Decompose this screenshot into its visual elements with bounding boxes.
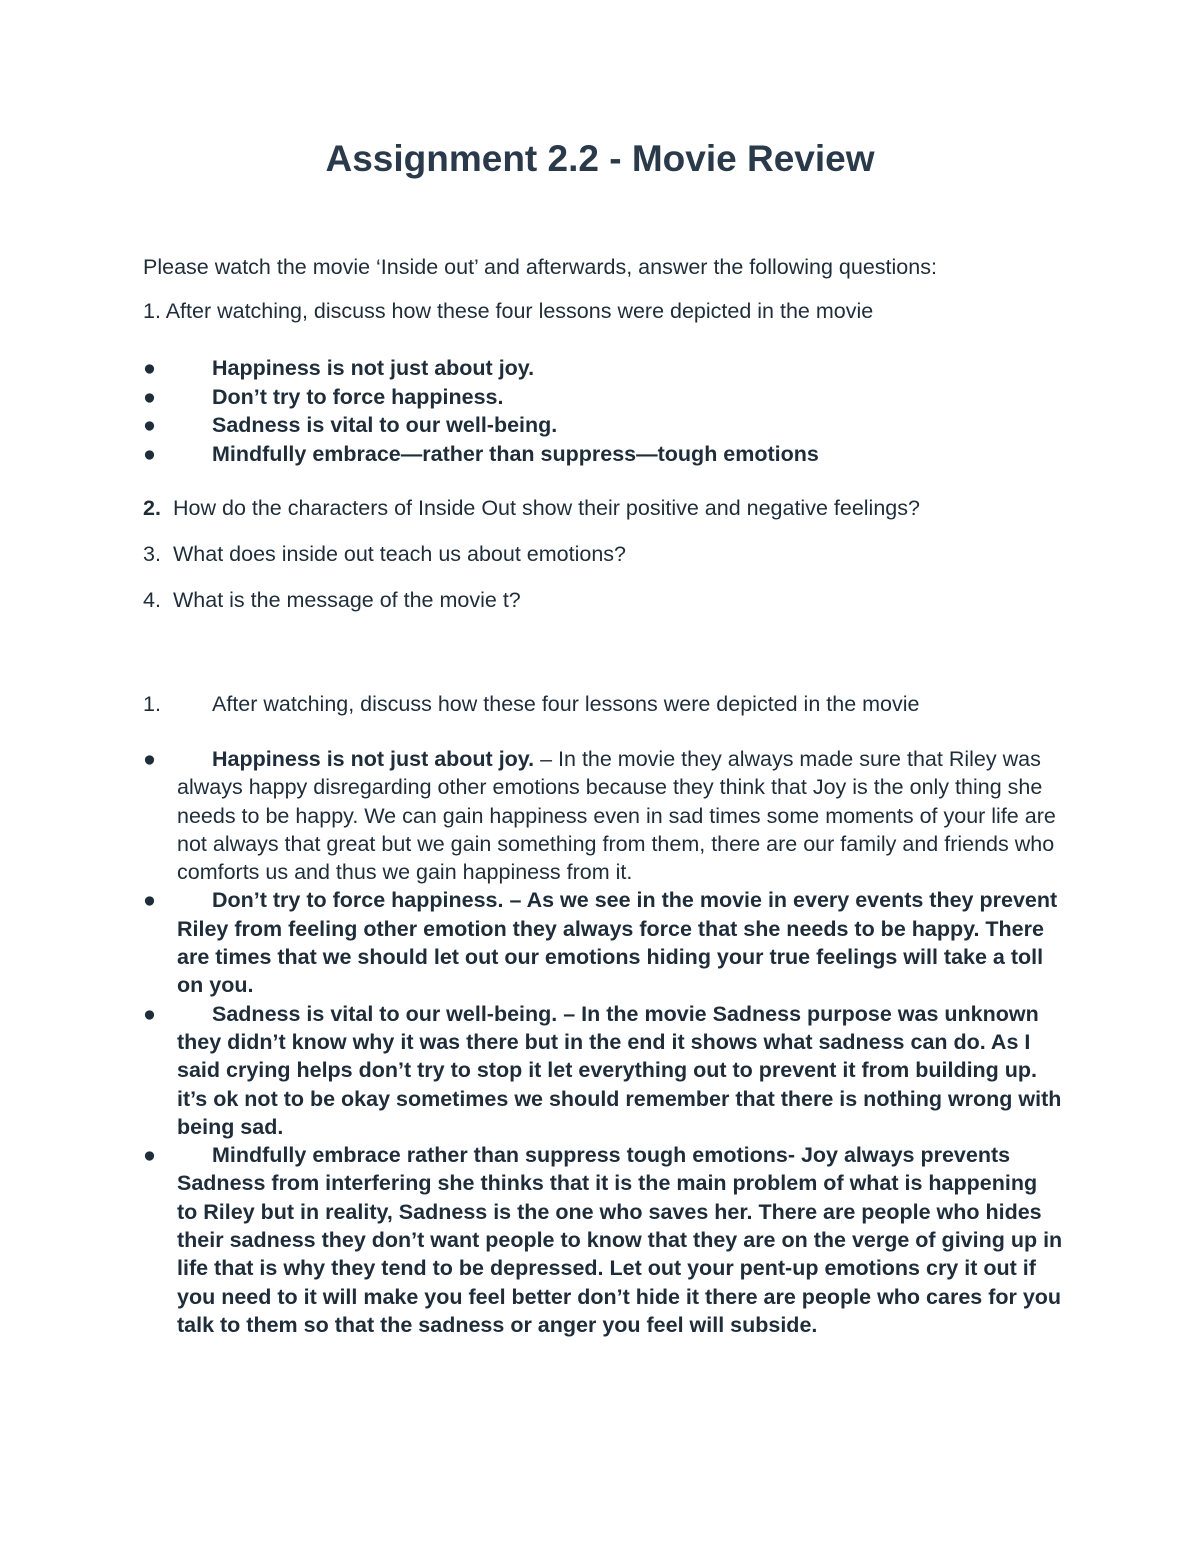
- question-number: 2.: [143, 496, 161, 520]
- lesson-text: Don’t try to force happiness.: [212, 384, 504, 409]
- question-4: [143, 586, 521, 614]
- bullet-icon: ●: [143, 1143, 156, 1168]
- answer-lead: Happiness is not just about joy.: [212, 747, 535, 771]
- answer-item: [143, 886, 1063, 999]
- bullet-icon: ●: [143, 747, 156, 771]
- question-number: 3.: [143, 542, 161, 566]
- bullet-icon: ●: [143, 1001, 156, 1026]
- bullet-icon: ●: [143, 888, 156, 913]
- question-text: What is the message of the movie t?: [173, 588, 521, 612]
- question-text: What does inside out teach us about emotions?: [173, 542, 626, 566]
- answer-heading-number: 1.: [143, 692, 161, 716]
- intro-text: Please watch the movie ‘Inside out’ and afterwards, answer the following questions:: [143, 255, 937, 279]
- question-1: 1. After watching, discuss how these four lessons were depicted in the movie: [143, 299, 874, 323]
- answer-item: [143, 1000, 1063, 1141]
- answer-body: – In the movie Sadness purpose was unknown they didn’t know why it was there but in the end it shows what sadness can do. As I said crying helps don’t try to stop it let everything out to prevent it from building up. it’s ok not to be okay sometimes we should remember that there is nothing wrong with being sad.: [177, 1001, 1062, 1139]
- answer-item: [143, 745, 1063, 886]
- bullet-icon: ●: [143, 356, 156, 380]
- lesson-text: Sadness is vital to our well-being.: [212, 413, 558, 437]
- lesson-text: Happiness is not just about joy.: [212, 356, 535, 380]
- question-2: [143, 494, 920, 522]
- question-number: 4.: [143, 588, 161, 612]
- answer-item: [143, 1141, 1063, 1339]
- answers-list: [143, 745, 1063, 1339]
- bullet-icon: ●: [143, 441, 156, 466]
- bullet-icon: ●: [143, 384, 156, 409]
- question-text: How do the characters of Inside Out show their positive and negative feelings?: [173, 496, 920, 520]
- answer-body: - Joy always prevents Sadness from interfering she thinks that it is the main problem of what is happening to Riley but in reality, Sadness is the one who saves her. There are people who hides their sadness they don’t want people to know that they are on the verge of giving up in life that is why they tend to be depressed. Let out your pent-up emotions cry it out if you need to it will make you feel better don’t hide it there are people who cares for you talk to them so that the sadness or anger you feel will subside.: [177, 1143, 1063, 1337]
- bullet-icon: ●: [143, 413, 156, 437]
- answer-body: – In the movie they always made sure that Riley was always happy disregarding other emotions because they think that Joy is the only thing she needs to be happy. We can gain happiness even in sad times some moments of your life are not always that great but we gain something from them, there are our family and friends who comforts us and thus we gain happiness from it.: [177, 747, 1056, 885]
- answer-lead: Sadness is vital to our well-being.: [212, 1001, 558, 1026]
- answer-body: – As we see in the movie in every events they prevent Riley from feeling other emotion they always force that she needs to be happy. There are times that we should let out our emotions hiding your true feelings will take a toll on you.: [177, 888, 1058, 998]
- question-3: [143, 540, 626, 568]
- answer-lead: Mindfully embrace rather than suppress tough emotions: [212, 1143, 788, 1168]
- answer-heading-text: After watching, discuss how these four lessons were depicted in the movie: [212, 692, 920, 716]
- page-title: Assignment 2.2 - Movie Review: [325, 138, 875, 179]
- lesson-text: Mindfully embrace—rather than suppress—tough emotions: [212, 441, 819, 466]
- answer-lead: Don’t try to force happiness.: [212, 888, 504, 913]
